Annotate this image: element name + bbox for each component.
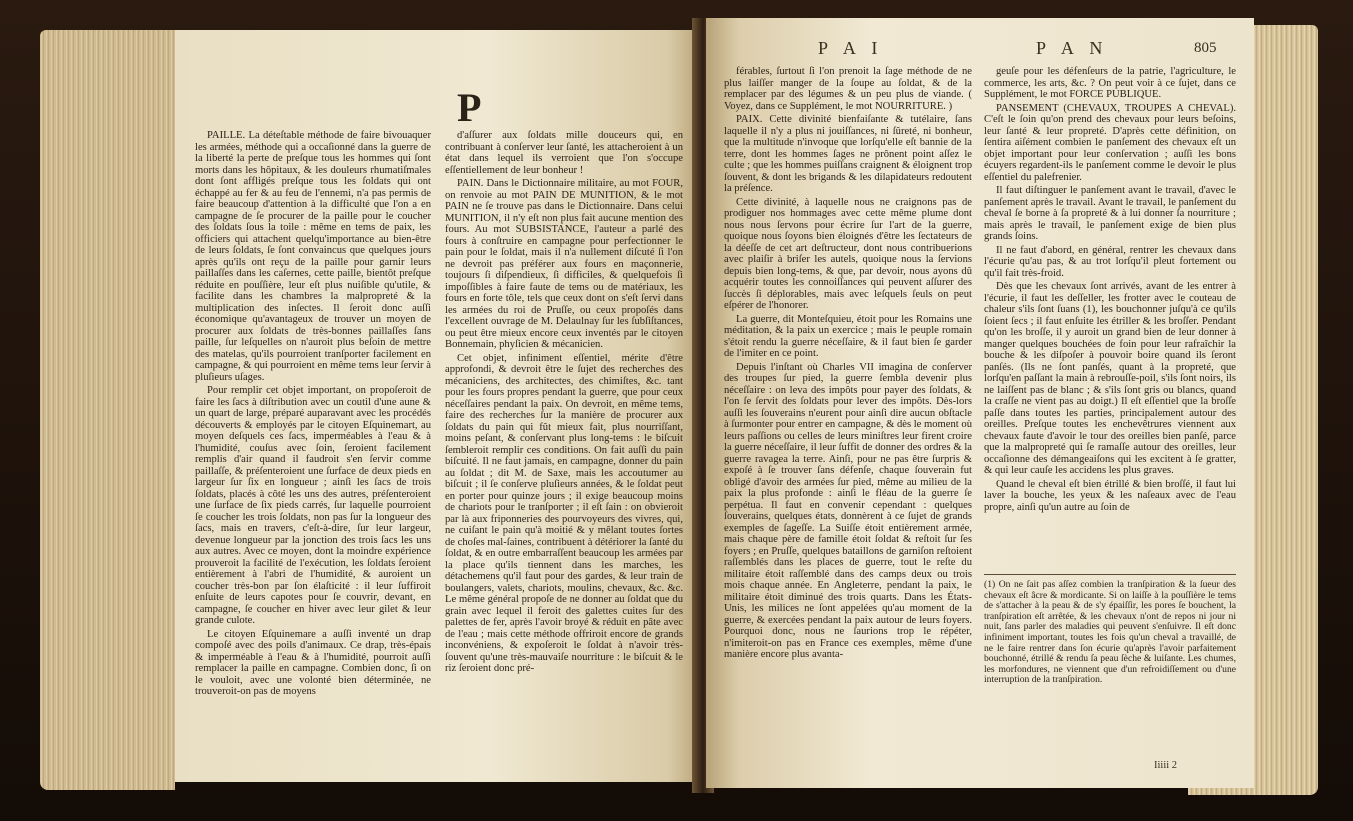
page-number: 805 xyxy=(1194,40,1217,56)
left-page xyxy=(175,30,700,782)
paragraph: férables, ſurtout ſi l'on prenoit la ſage méthode de ne plus laiſſer manger de la ſoupe au ſoldat, & de la remplacer par des légumes & un peu plus de viande. ( Voyez, dans ce Supplément, le mot NOURRITURE. ) xyxy=(724,66,972,112)
right-page xyxy=(706,18,1254,788)
paragraph: Depuis l'inſtant où Charles VII imagina de conſerver des troupes ſur pied, la guerre ſembla devenir plus néceſſaire : on leva des impôts pour payer des ſoldats, & l'on ſe ſervit des ſoldats pour lever des impôts. Dès-lors auſſi les ſouverains n'eurent pour ainſi dire aucun obſtacle à ſurmonter pour entrer en campagne, & dès le moment où leurs paſſions ou celles de leurs miniſtres leur firent croire la guerre néceſſaire, il leur ſuffit de donner des ordres & la guerre ravagea la terre. Ainſi, pour ne pas être ſurpris & expoſé à ſe trouver ſans défenſe, chaque ſouverain fut obligé d'avoir des armées ſur pied, même au milieu de la paix la plus profonde : ainſi le fléau de la guerre ſe perpétua. Il faut en convenir cependant : quelques ſouverains, quelques états, donnèrent à ce ſujet de grands exemples de ſageſſe. La Suiſſe étoit entièrement armée, mais chaque père de famille étoit ſoldat & reſtoit ſur ſes foyers ; en Pruſſe, quelques bataillons de garniſon reſtoient raſſemblés dans les places de guerre, tout le reſte du militaire étoit raſſemblé dans des camps deux ou trois mois chaque année. En Angleterre, pendant la paix, le militaire étoit diminué des trois quarts. Dans les États-Unis, les milices ne ſont appelées qu'au moment de la guerre, & exercées pendant la paix autour de leurs foyers. Pourquoi donc, nous ne ſaurions trop le répéter, n'imiteroit-on pas en France ces exemples, même d'une manière encore plus avanta- xyxy=(724,361,972,660)
section-letter: P xyxy=(457,85,482,130)
running-head-right: P A N xyxy=(1036,38,1109,58)
paragraph: Dès que les chevaux ſont arrivés, avant de les entrer à l'écurie, il faut les deſſeller, les frotter avec le couteau de chaleur s'ils ſont ſuans (1), les bouchonner juſqu'à ce qu'ils ſoient ſecs ; il faut enſuite les étriller & les broſſer. Pendant qu'on les broſſe, il y auroit un grand bien de leur donner à manger quelques bouchées de foin pour leur rafraîchir la bouche & les diſpoſer à pouvoir boire quand ils ſeront panſés. (Ils ne ſont panſés, quant à la propreté, que lorſqu'en paſſant la main à rebrouſſe-poil, s'ils ſont noirs, ils ne laiſſent pas de blanc ; & s'ils ſont gris ou blancs, quand la craſſe ne vient pas au doigt.) Il eſt eſſentiel que la broſſe paſſe dans toutes les parties, principalement autour des oreilles. Preſque toutes les enchevêtrures viennent aux chevaux faute d'avoir le tour des oreilles bien panſé, parce que la malpropreté qui ſe ramaſſe autour des oreilles, leur occaſionne des démangeaiſons qui les excitent à ſe gratter, & qui leur cauſe les accidens les plus graves. xyxy=(984,281,1236,476)
paragraph: Quand le cheval eſt bien étrillé & bien broſſé, il faut lui laver la bouche, les yeux & les naſeaux avec de l'eau propre, ainſi qu'un autre au ſoin de xyxy=(984,478,1236,513)
paragraph: Cet objet, infiniment eſſentiel, mérite d'être approfondi, & devroit être le ſujet des recherches des mécaniciens, des architectes, des chimiſtes, &c. tant pour les fours propres pendant la guerre, que pour ceux néceſſaires pendant la paix. On devroit, en même tems, faire des recherches ſur la manière de procurer aux ſoldats du pain qui fût mieux fait, plus nourriſſant, moins peſant, & conſervant plus long-tems : le biſcuit ſembleroit remplir ces conditions. On fait auſſi du pain biſcuité. Il ne faut jamais, en campagne, donner du pain au ſoldat ; dit M. de Saxe, mais les accoutumer au biſcuit ; il ſe conſerve pluſieurs années, & le ſoldat peut en porter pour quinze jours ; il exige beaucoup moins de chariots pour le tranſporter ; il eſt ſain : on obvieroit par là aux friponneries des pourvoyeurs des vivres, qui, ne cuiſant le pain qu'à moitié & y mêlant toutes ſortes de choſes mal-ſaines, contribuent à détériorer la ſanté du ſoldat, & en outre embarraſſent beaucoup les armées par la place qu'ils tiennent dans les marches, les détachemens qu'il faut pour des gardes, & leur train de boulangers, valets, chariots, moulins, chevaux, &c. &c. Le même général propoſe de ne donner au ſoldat que du grain avec lequel il feroit des galettes cuites ſur des palettes de fer, après l'avoir broyé & réduit en pâte avec de l'eau ; mais cette méthode offriroit encore de grands inconvéniens, & expoſeroit le ſoldat à n'avoir très-ſouvent qu'une très-mauvaiſe nourriture : le biſcuit & le riz ſeroient donc pré- xyxy=(445,352,683,674)
right-column-1 xyxy=(724,66,972,766)
paragraph: PAIX. Cette divinité bienfaiſante & tutélaire, ſans laquelle il n'y a plus ni jouiſſances, ni ſûreté, ni bonheur, que la multitude n'invoque que lorſqu'elle eſt bannie de la terre, dont les hommes ſages ne prônent point aſſez le culte ; que les hommes puiſſans craignent & éloignent trop ſouvent, & dont les brigands & les dilapidateurs redoutent la préſence. xyxy=(724,114,972,194)
paragraph: Il ne faut d'abord, en général, rentrer les chevaux dans l'écurie qu'au pas, & au trot lorſqu'il pleut fortement ou qu'il fait très-froid. xyxy=(984,244,1236,279)
left-page-edges xyxy=(40,30,175,790)
footnote: (1) On ne ſait pas aſſez combien la tranſpiration & la ſueur des chevaux eſt âcre & mordicante. Si on laiſſe à la pouſſière le tems de s'attacher à la peau & de s'y épaiſſir, les pores ſe bouchent, la tranſpiration eſt arrêtée, & les chevaux n'ont de repos ni jour ni nuit, ſans parler des maladies qui peuvent s'enſuivre. Il eſt donc infiniment important, toutes les fois qu'un cheval a travaillé, de ne le faire rentrer dans ſon écurie qu'après l'avoir parfaitement bouchonné, étrillé & rendu ſa peau ſèche & luiſante. Les chumes, les morfondures, ne viennent que d'un refroidiſſement ou d'une interruption de la tranſpiration. xyxy=(984,580,1236,686)
paragraph: PANSEMENT (CHEVAUX, TROUPES A CHEVAL). C'eſt le ſoin qu'on prend des chevaux pour leurs beſoins, leur ſanté & leur propreté. D'après cette définition, on ſentira aiſément combien le panſement des chevaux eſt un objet important pour leur conſervation ; auſſi les bons écuyers regardent-ils le panſement comme le devoir le plus eſſentiel du palefrenier. xyxy=(984,102,1236,183)
running-head-left: P A I xyxy=(818,38,884,58)
paragraph: Pour remplir cet objet important, on propoſeroit de faire les ſacs à diſtribution avec un coutil d'une aune & un quart de large, préparé auparavant avec les procédés découverts & employés par le citoyen Eſquinemart, au moyen deſquels ces ſacs, imperméables à l'eau & à l'humidité, couſus avec ſoin, ſeroient facilement remplis d'air quand il faudroit s'en ſervir comme paillaſſe, & préſenteroient une ſurface de deux pieds en largeur ſur ſix en longueur ; ainſi les ſacs de trois ſoldats, placés à côté les uns des autres, préſenteroient une ſurface de ſix pieds carrés, ſur laquelle pourroient ſe coucher les trois ſoldats, non pas ſur la longueur des ſacs, mais en travers, c'eſt-à-dire, ſur leur largeur, devenue longueur par la jonction des trois ſacs les uns aux autres. Avec ce moyen, dont la moindre expérience prouveroit la facilité de l'exécution, les ſoldats ſeroient entièrement à l'abri de l'humidité, & auroient un coucher très-bon par ſon élaſticité : il leur ſuffiroit enſuite de leurs capotes pour ſe couvrir, devant, en campagne, ſe coucher en hiver avec leur gilet & leur grande culote. xyxy=(195,385,431,626)
right-column-2 xyxy=(984,66,1236,571)
paragraph: Le citoyen Eſquinemare a auſſi inventé un drap compoſé avec des poils d'animaux. Ce drap, très-épais & imperméable à l'eau & à l'humidité, pourroit auſſi remplacer la paille en campagne. Combien donc, ſi on le vouloit, avec une volonté bien déterminée, ne trouveroit-on pas de moyens xyxy=(195,628,431,697)
paragraph: PAIN. Dans le Dictionnaire militaire, au mot FOUR, on renvoie au mot PAIN DE MUNITION, & le mot PAIN ne ſe trouve pas dans le Dictionnaire. Dans celui MUNITION, il n'y eſt non plus fait aucune mention des fours. Au mot SUBSISTANCE, l'auteur a parlé des fours à conſtruire en campagne pour perfectionner le pain pour le ſoldat, mais il n'a nullement diſcuté ſi l'on ne devroit pas préférer aux fours en maçonnerie, toujours ſi diſpendieux, ſi difficiles, & quelquefois ſi impoſſibles à faire faute de tems ou de matériaux, les fours en forte tôle, tels que ceux dont on s'eſt ſervi dans les armées du roi de Pruſſe, ou ceux propoſés dans l'excellent ouvrage de M. Delaulnay ſur les ſubſiſtances, ou peut être mieux encore ceux inventés par le citoyen Bonnemain, phyſicien & mécanicien. xyxy=(445,178,683,350)
paragraph: Cette divinité, à laquelle nous ne craignons pas de prodiguer nos hommages avec cette même plume dont nous nous ſervons pour écrire ſur l'art de la guerre, quoique nous ſoyons bien éloignés d'être les ſectateurs de la déeſſe de cet art deſtructeur, dont nous contribuerions avec plaiſir à briſer les autels, quoique nous la ſervions depuis bien long-tems, & que, par devoir, nous ayons dû acquérir toutes les connoiſſances qui peuvent aſſurer des ſuccès ſi déplorables, mais avec leſquels ſeuls on peut eſpérer de l'honorer. xyxy=(724,196,972,311)
footnote-rule xyxy=(984,574,1236,575)
paragraph: geuſe pour les défenſeurs de la patrie, l'agriculture, le commerce, les arts, &c. ? On peut voir à ce ſujet, dans ce Supplément, le mot FORCE PUBLIQUE. xyxy=(984,66,1236,100)
paragraph: PAILLE. La déteſtable méthode de faire bivouaquer les armées, méthode qui a occaſionné dans la guerre de la liberté la perte de preſque tous les hommes qui ſont morts dans les hôpitaux, & les douleurs rhumatiſmales dont ſont affligés preſque tous les ſoldats qui ont échappé au fer & au feu de l'ennemi, n'a pas permis de faire beaucoup d'attention à la difficulté que l'on a en campagne de ſe procurer de la paille pour le coucher des ſoldats ſous la toile : même en tems de paix, les officiers qui attachent quelqu'importance au bien-être de leurs ſoldats, ſe ſont convaincus que quelques jours après qu'ils ont reçu de la paille pour garnir leurs paillaſſes dans les caſernes, cette paille, bientôt preſque réduite en pouſſière, leur eſt plus nuiſible qu'utile, & facilite dans les chambres la malpropreté & la multiplication des inſectes. Il ſeroit donc auſſi économique qu'avantageux de trouver un moyen de procurer aux ſoldats de très-bonnes paillaſſes ſans paille, ſur leſquelles on n'auroit plus beſoin de mettre des matelas, qu'ils pourroient tranſporter facilement en campagne, & qui pourroient en même tems leur ſervir à pluſieurs uſages. xyxy=(195,130,431,383)
left-column-2 xyxy=(445,130,683,760)
paragraph: d'aſſurer aux ſoldats mille douceurs qui, en contribuant à conſerver leur ſanté, les attacheroient à un état dans lequel ils verroient que l'on s'occupe eſſentiellement de leur bonheur ! xyxy=(445,130,683,176)
paragraph: Il faut diſtinguer le panſement avant le travail, d'avec le panſement après le travail. Avant le travail, le panſement du cheval ſe borne à ſa propreté & à lui donner ſa nourriture ; mais après le travail, le panſement exige de bien plus grands ſoins. xyxy=(984,185,1236,242)
paragraph: La guerre, dit Monteſquieu, étoit pour les Romains une méditation, & la paix un exercice ; mais le peuple romain s'étoit rendu la guerre néceſſaire, & il faut bien ſe garder de l'imiter en ce point. xyxy=(724,313,972,359)
left-column-1 xyxy=(195,130,431,760)
signature-mark: Iiiii 2 xyxy=(1154,760,1178,771)
